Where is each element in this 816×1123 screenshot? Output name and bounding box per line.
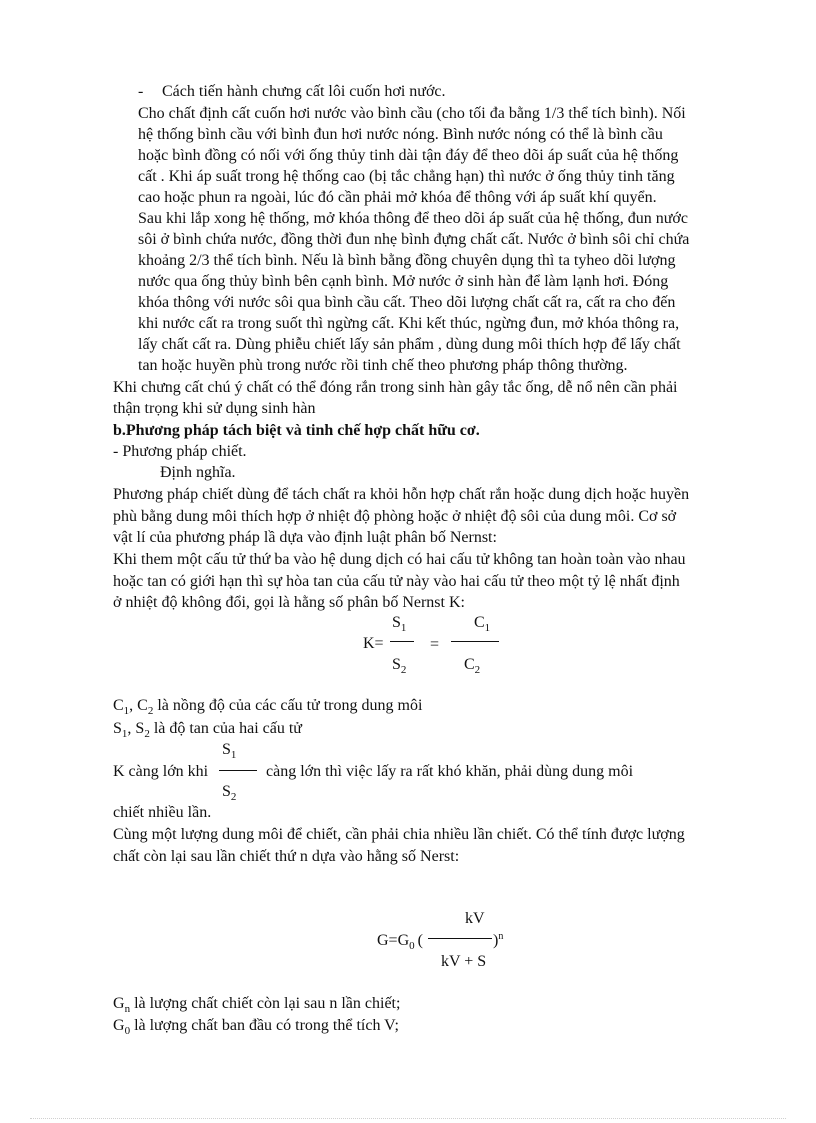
formula-g-numerator: kV <box>465 910 485 927</box>
para1-line: khóa thông với nước sôi qua bình cầu cất. Theo dõi lượng chất cất ra, cất ra cho đến <box>138 294 676 311</box>
k-sentence-before: K càng lớn khi <box>113 763 209 780</box>
para3-line: phù bằng dung môi thích hợp ở nhiệt độ phòng hoặc ở nhiệt độ sôi của dung môi. Cơ sở <box>113 508 677 525</box>
para3-line: vật lí của phương pháp lầ dựa vào định luật phân bố Nernst: <box>113 529 497 546</box>
para3-line: hoặc tan có giới hạn thì sự hòa tan của cấu tử này vào hai cấu tử theo một tỷ lệ nhất định <box>113 573 680 590</box>
para1-line: tan hoặc huyền phù trong nước rồi tinh chế theo phương pháp thông thường. <box>138 357 628 374</box>
formula-k-lhs: K= <box>363 635 384 652</box>
formula-g-close: )$^n$ <box>493 931 504 949</box>
inline-fraction-num: $S_1$ <box>222 741 237 761</box>
section-item: - Phương pháp chiết. <box>113 443 247 460</box>
para1-line: nước qua ống thủy bình bên cạnh bình. Mở nước ở sinh hàn để làm lạnh hơi. Đóng <box>138 273 669 290</box>
procedure-heading: Cách tiến hành chưng cất lôi cuốn hơi nước. <box>162 83 446 100</box>
formula-k-eq: = <box>430 636 440 653</box>
para1-line: hệ thống bình cầu với bình đun hơi nước nóng. Bình nước nóng có thể là bình cầu <box>138 126 663 143</box>
page-bottom-divider <box>30 1118 786 1119</box>
definition-subheading: Định nghĩa. <box>160 464 236 481</box>
fraction-bar <box>428 938 492 939</box>
para3-line: Phương pháp chiết dùng để tách chất ra khỏi hỗn hợp chất rắn hoặc dung dịch hoặc huyền <box>113 486 690 503</box>
para1-line: lấy chất cất ra. Dùng phiễu chiết lấy sản phẩm , dùng dung môi thích hợp để lấy chất <box>138 336 681 353</box>
formula-k-c2: $C_2$ <box>464 656 481 676</box>
fraction-bar <box>390 641 414 642</box>
section-title: b.Phương pháp tách biệt và tinh chế hợp chất hữu cơ. <box>113 422 480 439</box>
formula-k-s2: $S_2$ <box>392 656 407 676</box>
k-sentence-continuation: chiết nhiều lần. <box>113 804 212 821</box>
para1-line: sôi ở bình chứa nước, đồng thời đun nhẹ bình đựng chất cất. Nước ở bình sôi chỉ chứa <box>138 231 690 248</box>
formula-g-lhs: $G=G_0$ ( <box>377 932 423 952</box>
para3-line: ở nhiệt độ không đổi, gọi là hằng số phân bố Nernst K: <box>113 594 465 611</box>
para1-line: hoặc bình đồng có nối với ống thủy tinh dài tận đáy để theo dõi áp suất của hệ thống <box>138 147 679 164</box>
para1-line: cao hoặc phun ra ngoài, lúc đó cần phải mở khóa để thông với áp suất khí quyển. <box>138 189 657 206</box>
para1-line: cất . Khi áp suất trong hệ thống cao (bị tắc chẳng hạn) thì nước ở ống thủy tinh tăng <box>138 168 675 185</box>
fraction-bar <box>219 770 257 771</box>
para3-line: Khi them một cấu tử thứ ba vào hệ dung dịch có hai cấu tử không tan hoàn toàn vào nhau <box>113 551 686 568</box>
para2-line: thận trọng khi sử dụng sinh hàn <box>113 400 316 417</box>
formula-k-s1: $S_1$ <box>392 614 407 634</box>
para1-line: khoảng 2/3 thể tích bình. Nếu là bình bằng đồng chuyên dụng thì ta tyheo dõi lượng <box>138 252 676 269</box>
formula-k-c1: $C_1$ <box>474 614 491 634</box>
fraction-bar <box>451 641 499 642</box>
para1-line: Cho chất định cất cuốn hơi nước vào bình cầu (cho tối đa bằng 1/3 thể tích bình). Nối <box>138 105 686 122</box>
gn-definition: $G_n$ là lượng chất chiết còn lại sau n lần chiết; <box>113 995 401 1015</box>
para1-line: khi nước cất ra trong suốt thì ngừng cất. Khi kết thúc, ngừng đun, mở khóa thông ra, <box>138 315 680 332</box>
para1-line: Sau khi lắp xong hệ thống, mở khóa thông để theo dõi áp suất của hệ thống, đun nước <box>138 210 688 227</box>
bullet-dash: - <box>138 83 144 100</box>
para2-line: Khi chưng cất chú ý chất có thể đóng rắn trong sinh hàn gây tắc ống, dễ nổ nên cần phải <box>113 379 678 396</box>
inline-fraction-den: $S_2$ <box>222 783 237 803</box>
g0-definition: $G_0$ là lượng chất ban đầu có trong thể tích V; <box>113 1017 399 1037</box>
k-sentence-after: càng lớn thì việc lấy ra rất khó khăn, phải dùng dung môi <box>266 763 634 780</box>
s-definition: $S_1$, $S_2$ là độ tan của hai cấu tử <box>113 720 302 740</box>
para4-line: Cùng một lượng dung môi để chiết, cần phải chia nhiều lần chiết. Có thể tính được lượng <box>113 826 685 843</box>
c-definition: $C_1$, $C_2$ là nồng độ của các cấu tử trong dung môi <box>113 697 423 717</box>
formula-g-denominator: kV + S <box>441 953 487 970</box>
para4-line: chất còn lại sau lần chiết thứ n dựa vào hằng số Nerst: <box>113 848 460 865</box>
